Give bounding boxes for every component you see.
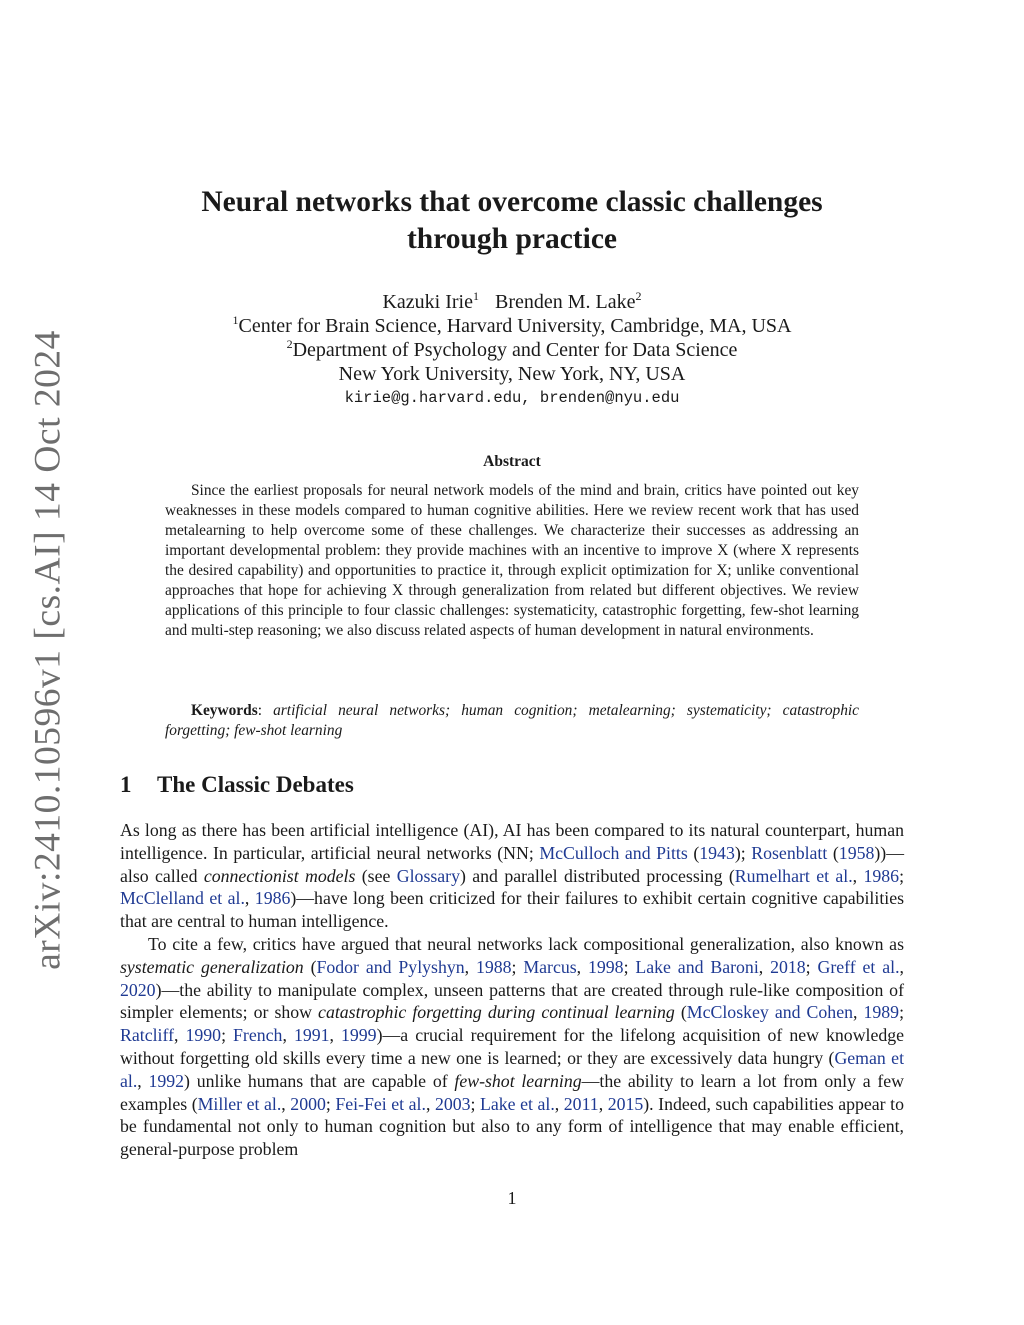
text-run: ; xyxy=(899,1002,905,1023)
title-line-1: Neural networks that overcome classic challenges xyxy=(201,186,823,218)
emphasized-term: few-shot learning xyxy=(454,1070,582,1091)
text-run: —the ability to learn a lot from only a few examples ( xyxy=(120,1070,904,1114)
citation-link[interactable]: Geman et al. xyxy=(120,1047,905,1091)
affiliation-marker: 1 xyxy=(473,289,479,303)
citation-link[interactable]: McCloskey and Cohen xyxy=(686,1002,853,1023)
text-run: , xyxy=(425,1093,435,1114)
citation-link[interactable]: 1992 xyxy=(148,1070,185,1091)
citation-link[interactable]: 1943 xyxy=(699,842,735,863)
citation-link[interactable]: Rumelhart et al. xyxy=(734,865,853,886)
text-run: ( xyxy=(687,842,700,863)
text-run: , xyxy=(174,1025,186,1046)
text-run: ). Indeed, such capabilities appear to be fundamental not only to human cognition but also to any form of intelligence that may enable efficient, general-purpose problem xyxy=(120,1093,904,1160)
paragraph xyxy=(120,933,904,1161)
paragraph xyxy=(120,819,904,933)
citation-link[interactable]: Fei-Fei et al. xyxy=(335,1093,426,1114)
keywords-label: Keywords xyxy=(191,702,258,719)
affiliation-marker: 2 xyxy=(286,337,293,351)
text-run: )—a crucial requirement for the lifelong acquisition of new knowledge without forgetting old skills every time a new one is learned; or they are excessively data hungry ( xyxy=(120,1025,905,1068)
citation-link[interactable]: Ratcliff xyxy=(120,1025,174,1046)
text-run: To cite a few, critics have argued that neural networks lack compositional generalization, also known as xyxy=(148,933,904,954)
citation-link[interactable]: Fodor and Pylyshyn xyxy=(316,956,465,977)
text-run: , xyxy=(329,1025,341,1046)
affiliation-text: Department of Psychology and Center for Data Science xyxy=(292,339,738,361)
text-run: ; xyxy=(325,1093,336,1114)
citation-link[interactable]: McCulloch and Pitts xyxy=(539,842,688,863)
section-title: The Classic Debates xyxy=(157,772,354,797)
emphasized-term: connectionist models xyxy=(203,865,356,886)
text-run: , xyxy=(576,956,588,977)
affiliation-1 xyxy=(0,314,1024,338)
text-run: , xyxy=(899,956,904,977)
citation-link[interactable]: 1986 xyxy=(254,888,291,909)
text-run: , xyxy=(282,1025,294,1046)
citation-link[interactable]: 2020 xyxy=(120,979,156,1000)
text-run: ))—also called xyxy=(120,842,904,886)
citation-link[interactable]: McClelland et al. xyxy=(120,888,245,909)
citation-link[interactable]: 1991 xyxy=(293,1025,330,1046)
section-number: 1 xyxy=(120,772,132,797)
text-run: ); xyxy=(734,842,752,863)
citation-link[interactable]: Miller et al. xyxy=(197,1093,282,1114)
author-name: Kazuki Irie xyxy=(382,291,473,313)
citation-link[interactable]: 2003 xyxy=(434,1093,471,1114)
text-run: , xyxy=(852,865,864,886)
citation-link[interactable]: 2015 xyxy=(607,1093,644,1114)
affiliation-2-address: New York University, New York, NY, USA xyxy=(338,363,686,385)
citation-link[interactable]: 2000 xyxy=(290,1093,326,1114)
text-run: (see xyxy=(355,865,397,886)
paper-title xyxy=(0,184,1024,258)
affiliation-text: Center for Brain Science, Harvard University, Cambridge, MA, USA xyxy=(238,315,792,337)
citation-link[interactable]: 1989 xyxy=(863,1002,900,1023)
citation-link[interactable]: 1986 xyxy=(863,865,900,886)
text-run: ) unlike humans that are capable of xyxy=(184,1070,455,1091)
text-run: )—have long been criticized for their failures to exhibit certain cognitive capabilities that are central to human intelligence. xyxy=(120,888,905,932)
text-run: , xyxy=(758,956,771,977)
citation-link[interactable]: 1988 xyxy=(475,956,512,977)
text-run: , xyxy=(853,1002,864,1023)
affiliation-2 xyxy=(0,338,1024,362)
author-name: Brenden M. Lake xyxy=(495,291,636,313)
email-link[interactable]: kirie@g.harvard.edu xyxy=(344,389,522,407)
citation-link[interactable]: Lake and Baroni xyxy=(635,956,759,977)
email-link[interactable]: brenden@nyu.edu xyxy=(539,389,680,407)
email-separator: , xyxy=(521,389,540,407)
emphasized-term: systematic generalization xyxy=(120,956,304,977)
citation-link[interactable]: Greff et al. xyxy=(817,956,900,977)
text-run: ( xyxy=(827,842,839,863)
text-run: , xyxy=(244,888,255,909)
citation-link[interactable]: French xyxy=(233,1025,283,1046)
keywords-colon: : xyxy=(257,702,274,719)
text-run: )—the ability to manipulate complex, unseen patterns that are created through rule-like composition of simpler elements; or show xyxy=(120,979,904,1023)
text-run: ; xyxy=(899,865,905,886)
text-run: , xyxy=(554,1093,564,1114)
citation-link[interactable]: 1998 xyxy=(588,956,624,977)
affiliation-marker: 2 xyxy=(635,289,642,303)
text-run: , xyxy=(464,956,476,977)
text-run: ( xyxy=(303,956,317,977)
citation-link[interactable]: Marcus xyxy=(523,956,577,977)
text-run: , xyxy=(598,1093,608,1114)
body-text xyxy=(120,819,904,1161)
emphasized-term: catastrophic forgetting during continual learning xyxy=(318,1002,675,1023)
text-run: ; xyxy=(623,956,636,977)
text-run: ; xyxy=(470,1093,481,1114)
arxiv-identifier-stamp: arXiv:2410.10596v1 [cs.AI] 14 Oct 2024 xyxy=(27,330,69,970)
citation-link[interactable]: 2011 xyxy=(563,1093,599,1114)
abstract-text: Since the earliest proposals for neural network models of the mind and brain, critics have pointed out key weaknesses in these models compared to human cognitive abilities. Here we review recent work that has used metalearning to help overcome some of these challenges. We characterize their successes as addressing an important developmental problem: they provide machines with an incentive to improve X (where X represents the desired capability) and opportunities to practice it, through explicit optimization for X; unlike conventional approaches that hope for achieving X through generalization from related but different objectives. We review applications of this principle to four classic challenges: systematicity, catastrophic forgetting, few-shot learning and multi-step reasoning; we also discuss related aspects of human development in natural environments. xyxy=(165,482,859,639)
author-emails xyxy=(0,386,1024,410)
author-block xyxy=(0,290,1024,410)
page-number: 1 xyxy=(507,1188,517,1208)
text-run: As long as there has been artificial intelligence (AI), AI has been compared to its natural counterpart, human intelligence. In particular, artificial neural networks (NN; xyxy=(120,820,904,863)
title-line-2: through practice xyxy=(406,223,618,255)
citation-link[interactable]: Rosenblatt xyxy=(751,842,828,863)
citation-link[interactable]: Lake et al. xyxy=(480,1093,555,1114)
text-run: ; xyxy=(805,956,818,977)
affiliation-marker: 1 xyxy=(232,313,239,327)
text-run: ( xyxy=(674,1002,687,1023)
citation-link[interactable]: 2018 xyxy=(770,956,806,977)
author-names xyxy=(0,290,1024,314)
keywords-list: artificial neural networks; human cognition; metalearning; systematicity; catastrophic forgetting; few-shot learning xyxy=(165,702,860,739)
citation-link[interactable]: 1999 xyxy=(341,1025,377,1046)
text-run: , xyxy=(137,1070,149,1091)
text-run: ; xyxy=(221,1025,234,1046)
citation-link[interactable]: 1958 xyxy=(838,842,875,863)
section-heading xyxy=(120,772,354,798)
text-run: , xyxy=(281,1093,291,1114)
citation-link[interactable]: Glossary xyxy=(396,865,460,886)
text-run: ; xyxy=(511,956,524,977)
text-run: ) and parallel distributed processing ( xyxy=(459,865,735,886)
keywords xyxy=(165,701,859,741)
abstract-heading: Abstract xyxy=(483,453,541,470)
citation-link[interactable]: 1990 xyxy=(185,1025,222,1046)
